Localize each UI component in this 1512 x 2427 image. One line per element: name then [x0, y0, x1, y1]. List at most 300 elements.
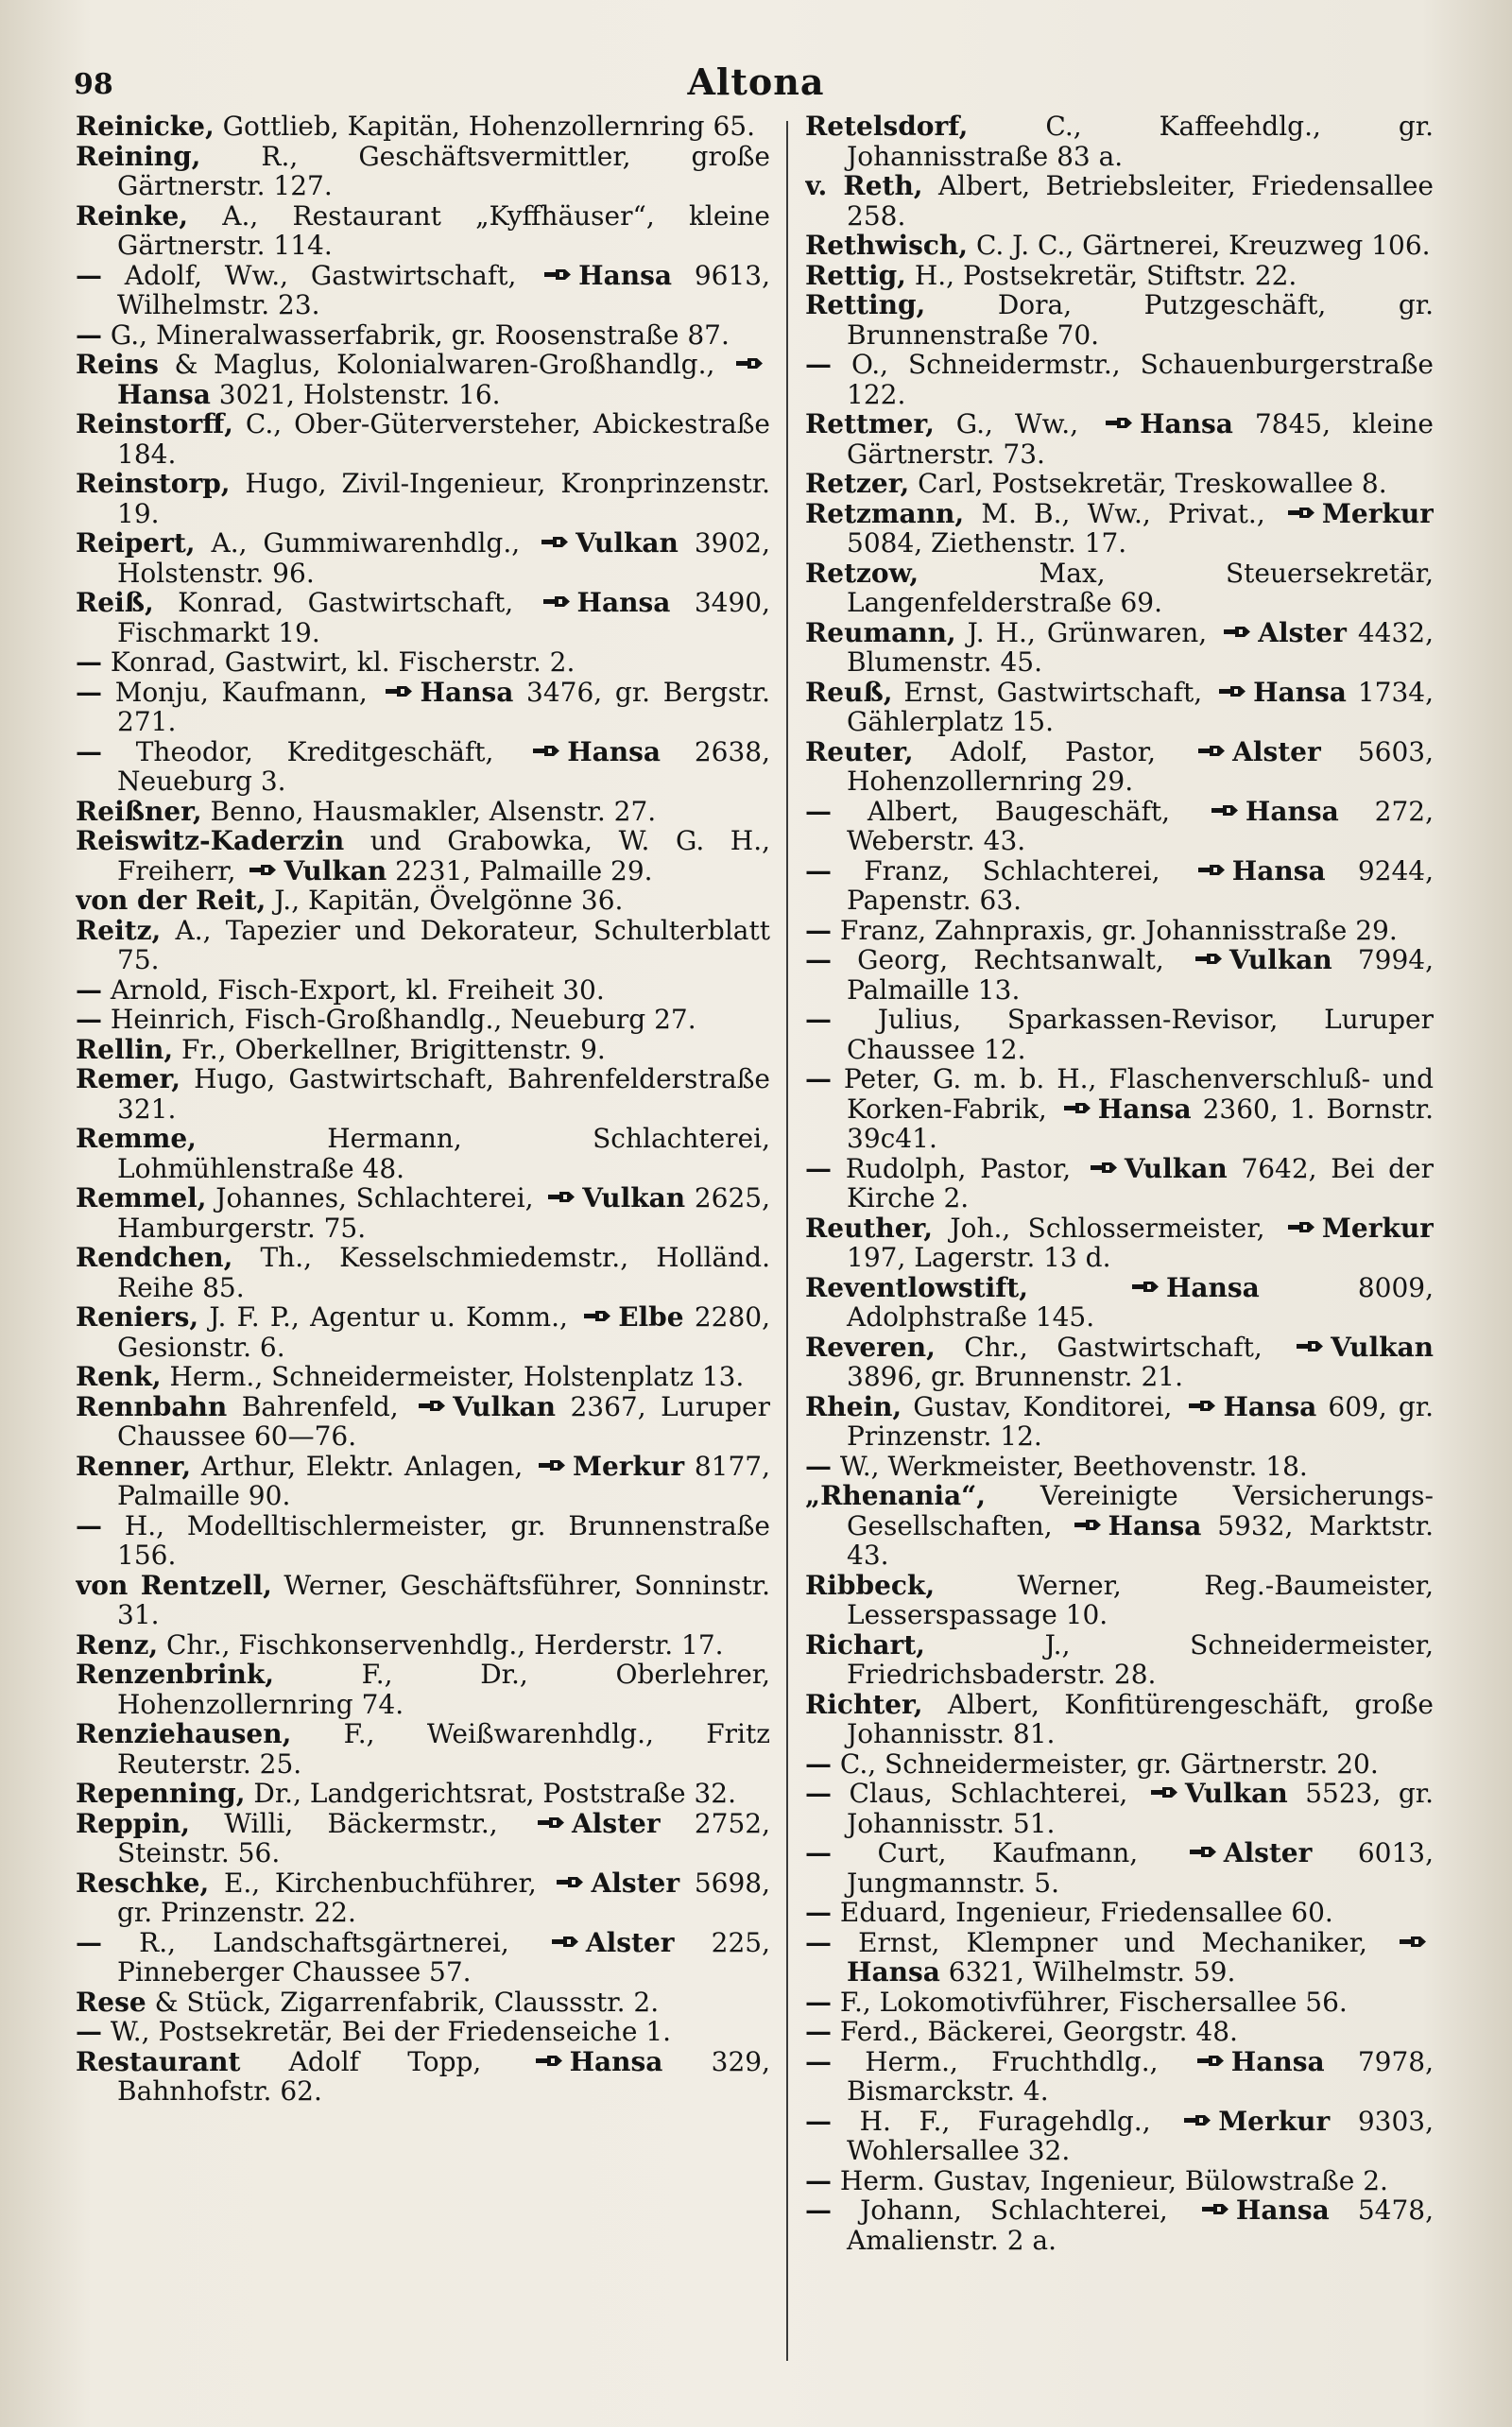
- entry-number-address: 6321, Wilhelmstr. 59.: [939, 1956, 1236, 1988]
- entry-name: Ribbeck,: [805, 1569, 936, 1601]
- entry-name: —: [805, 349, 832, 380]
- entry-details: A., Tapezier und Dekorateur, Schulterblatt 75.: [117, 914, 770, 975]
- entry-name: Renner,: [76, 1450, 192, 1482]
- telephone-icon: [1198, 745, 1227, 757]
- entry-name: Renzenbrink,: [76, 1659, 274, 1690]
- entry-name: —: [805, 914, 832, 946]
- telephone-icon: [386, 685, 414, 697]
- telephone-icon: [1288, 1221, 1316, 1233]
- entry-details: J., Schneidermeister, Friedrichsbaderstr. 28.: [847, 1628, 1434, 1690]
- directory-entry: [76, 1928, 770, 1988]
- directory-entry: [805, 469, 1434, 499]
- entry-number-address: 2638, Neueburg 3.: [117, 735, 770, 797]
- entry-number-address: 3896, gr. Brunnenstr. 21.: [847, 1361, 1184, 1392]
- entry-name: —: [805, 1986, 832, 2018]
- entry-details: C., Ober-Güterversteher, Abickestraße 184.: [117, 408, 770, 470]
- entry-name: Rendchen,: [76, 1242, 233, 1273]
- directory-entry: [805, 2017, 1434, 2047]
- entry-name: Repenning,: [76, 1778, 246, 1809]
- entry-number-address: 2752, Steinstr. 56.: [117, 1807, 770, 1868]
- telephone-icon: [1151, 1786, 1179, 1799]
- entry-number-address: 7845, kleine Gärtnerstr. 73.: [847, 408, 1434, 470]
- entry-details: Franz, Schlachterei,: [832, 854, 1160, 886]
- exchange-name: Vulkan: [576, 527, 679, 559]
- exchange-name: Vulkan: [1228, 944, 1332, 975]
- entry-number-address: 1734, Gählerplatz 15.: [847, 676, 1434, 737]
- telephone-icon: [541, 536, 570, 548]
- entry-name: —: [805, 854, 832, 886]
- exchange-name: Hansa: [578, 259, 673, 291]
- entry-details: & Maglus, Kolonialwaren-Großhandlg.,: [158, 349, 715, 380]
- directory-entry: [76, 469, 770, 528]
- entry-number-address: 3490, Fischmarkt 19.: [117, 587, 770, 648]
- entry-name: —: [76, 676, 102, 708]
- entry-name: Remmel,: [76, 1182, 207, 1214]
- entry-details: Werner, Geschäftsführer, Sonninstr. 31.: [117, 1569, 770, 1630]
- entry-name: —: [805, 2016, 832, 2047]
- entry-number-address: 8009, Adolphstraße 145.: [847, 1271, 1434, 1333]
- entry-name: —: [805, 1897, 832, 1928]
- entry-name: Reniers,: [76, 1301, 199, 1333]
- entry-details: Eduard, Ingenieur, Friedensallee 60.: [832, 1897, 1333, 1928]
- entry-details: Dr., Landgerichtsrat, Poststraße 32.: [245, 1778, 737, 1809]
- entry-number-address: 6013, Jungmannstr. 5.: [847, 1837, 1434, 1899]
- directory-entry: [805, 499, 1434, 559]
- directory-entry: [76, 678, 770, 737]
- exchange-name: Hansa: [1140, 408, 1233, 439]
- entry-name: Reinstorp,: [76, 468, 231, 499]
- directory-entry: [805, 797, 1434, 856]
- telephone-icon: [1202, 2203, 1230, 2215]
- entry-details: A., Gummiwarenhdlg.,: [195, 527, 521, 559]
- entry-name: Reining,: [76, 140, 201, 172]
- telephone-icon: [552, 1936, 580, 1948]
- entry-name: —: [805, 795, 832, 827]
- entry-name: —: [805, 2164, 832, 2196]
- telephone-icon: [1074, 1519, 1103, 1531]
- entry-details: Albert, Betriebsleiter, Friedensallee 258.: [847, 170, 1434, 232]
- directory-entry: [805, 737, 1434, 797]
- entry-number-address: 5523, gr. Johannisstr. 51.: [847, 1778, 1434, 1839]
- exchange-name: Hansa: [569, 2045, 663, 2077]
- entry-details: Dora, Putzgeschäft, gr. Brunnenstraße 70.: [847, 289, 1434, 351]
- directory-entry: [805, 1154, 1434, 1214]
- directory-entry: [805, 1273, 1434, 1333]
- entry-details: Carl, Postsekretär, Treskowallee 8.: [909, 468, 1387, 499]
- entry-name: von Rentzell,: [76, 1569, 272, 1601]
- entry-number-address: 3902, Holstenstr. 96.: [117, 527, 770, 589]
- directory-entry: [76, 1779, 770, 1809]
- entry-details: Johannes, Schlachterei,: [206, 1182, 534, 1214]
- entry-details: Adolf Topp,: [240, 2045, 482, 2077]
- right-column: [805, 112, 1434, 2255]
- entry-name: —: [76, 259, 102, 291]
- directory-entry: [76, 1868, 770, 1928]
- left-column: [76, 112, 770, 2107]
- entry-name: —: [76, 1926, 102, 1958]
- telephone-icon: [1064, 1102, 1092, 1114]
- entry-number-address: 329, Bahnhofstr. 62.: [117, 2045, 770, 2107]
- exchange-name: Merkur: [573, 1450, 685, 1482]
- entry-name: —: [76, 973, 102, 1006]
- entry-number-address: 2367, Luruper Chaussee 60—76.: [117, 1390, 770, 1452]
- entry-name: —: [805, 1837, 832, 1868]
- entry-number-address: 609, gr. Prinzenstr. 12.: [847, 1390, 1434, 1452]
- entry-name: Renk,: [76, 1361, 162, 1392]
- telephone-icon: [1190, 1846, 1218, 1858]
- entry-name: Retzmann,: [805, 497, 965, 529]
- exchange-name: Hansa: [567, 735, 662, 767]
- telephone-icon: [533, 745, 561, 757]
- telephone-icon: [1211, 804, 1240, 817]
- directory-entry: [76, 320, 770, 351]
- entry-name: Rhein,: [805, 1390, 902, 1422]
- entry-details: Werner, Reg.-Baumeister, Lesserspassage 10.: [847, 1569, 1434, 1630]
- entry-name: Reiß,: [76, 587, 154, 618]
- entry-name: —: [805, 1063, 832, 1094]
- entry-details: Th., Kesselschmiedemstr., Holländ. Reihe 85.: [117, 1242, 770, 1303]
- directory-entry: [805, 678, 1434, 737]
- entry-name: Reipert,: [76, 527, 196, 559]
- directory-entry: [805, 261, 1434, 291]
- entry-details: C. J. C., Gärtnerei, Kreuzweg 106.: [968, 230, 1431, 261]
- entry-details: Gottlieb, Kapitän, Hohenzollernring 65.: [214, 112, 755, 142]
- entry-details: E., Kirchenbuchführer,: [209, 1867, 537, 1899]
- entry-number-address: 3476, gr. Bergstr. 271.: [117, 676, 770, 737]
- telephone-icon: [1189, 1400, 1217, 1412]
- exchange-name: Hansa: [420, 676, 514, 708]
- entry-number-address: 3021, Holstenstr. 16.: [210, 378, 501, 410]
- telephone-icon: [1198, 864, 1227, 876]
- exchange-name: Hansa: [1108, 1509, 1202, 1541]
- entry-details: A., Restaurant „Kyffhäuser“, kleine Gärtnerstr. 114.: [117, 199, 770, 261]
- entry-name: Remme,: [76, 1123, 197, 1154]
- directory-entry: [76, 975, 770, 1006]
- exchange-name: Alster: [1258, 616, 1347, 648]
- entry-number-address: 2280, Gesionstr. 6.: [117, 1301, 770, 1363]
- entry-details: Adolf, Ww., Gastwirtschaft,: [102, 259, 517, 291]
- directory-entry: [805, 112, 1434, 171]
- entry-details: Gustav, Konditorei,: [902, 1390, 1173, 1422]
- directory-entry: [76, 261, 770, 320]
- telephone-icon: [539, 1459, 567, 1472]
- exchange-name: Hansa: [1097, 1093, 1192, 1125]
- telephone-icon: [548, 1191, 576, 1203]
- telephone-icon: [584, 1310, 612, 1322]
- entry-name: Retzer,: [805, 468, 910, 499]
- entry-details: Bahrenfeld,: [227, 1390, 399, 1422]
- directory-entry: [76, 201, 770, 261]
- entry-number-address: 9244, Papenstr. 63.: [847, 854, 1434, 916]
- entry-name: —: [805, 944, 832, 975]
- entry-details: Hermann, Schlachterei, Lohmühlenstraße 48.: [117, 1123, 770, 1184]
- telephone-icon: [249, 864, 278, 876]
- entry-details: Konrad, Gastwirtschaft,: [153, 587, 514, 618]
- directory-entry: [76, 647, 770, 678]
- entry-details: Vereinigte Versicherungs-Gesellschaften,: [847, 1480, 1434, 1541]
- entry-details: R., Geschäftsvermittler, große Gärtnerstr. 127.: [117, 140, 770, 201]
- entry-details: Rudolph, Pastor,: [832, 1152, 1072, 1184]
- exchange-name: Hansa: [1253, 676, 1347, 708]
- entry-details: C., Schneidermeister, gr. Gärtnerstr. 20.: [832, 1747, 1379, 1780]
- entry-name: Rellin,: [76, 1033, 174, 1065]
- directory-entry: [76, 528, 770, 588]
- entry-details: G., Mineralwasserfabrik, gr. Roosenstraße 87.: [102, 318, 730, 351]
- directory-entry: [805, 1928, 1434, 1988]
- entry-details: Hugo, Gastwirtschaft, Bahrenfelderstraße 321.: [117, 1063, 770, 1125]
- entry-name: Retelsdorf,: [805, 112, 969, 142]
- exchange-name: Hansa: [117, 378, 211, 410]
- entry-details: Chr., Fischkonservenhdlg., Herderstr. 17.: [158, 1628, 724, 1661]
- directory-entry: [76, 1362, 770, 1392]
- entry-number-address: 197, Lagerstr. 13 d.: [847, 1242, 1111, 1273]
- entry-details: Herm. Gustav, Ingenieur, Bülowstraße 2.: [832, 2164, 1388, 2196]
- entry-name: Rennbahn: [76, 1390, 228, 1422]
- directory-entry: [805, 856, 1434, 916]
- entry-details: Adolf, Pastor,: [913, 735, 1157, 767]
- entry-details: O., Schneidermstr., Schauenburgerstraße 122.: [832, 349, 1434, 410]
- directory-entry: [76, 1005, 770, 1035]
- entry-details: Joh., Schlossermeister,: [933, 1212, 1265, 1244]
- entry-details: und Grabowka, W. G. H., Freiherr,: [117, 825, 770, 886]
- directory-entry: [805, 1779, 1434, 1838]
- directory-entry: [76, 826, 770, 886]
- telephone-icon: [1195, 953, 1224, 965]
- entry-name: —: [805, 1747, 832, 1780]
- directory-entry: [805, 1214, 1434, 1273]
- entry-details: Max, Steuersekretär, Langenfelderstraße 69.: [847, 557, 1434, 618]
- entry-name: —: [76, 646, 102, 678]
- entry-name: Retting,: [805, 289, 926, 320]
- directory-entry: [76, 409, 770, 469]
- directory-entry: [805, 1481, 1434, 1571]
- entry-name: von der Reit,: [76, 885, 266, 916]
- entry-name: —: [805, 2105, 832, 2137]
- entry-details: H., Postsekretär, Stiftstr. 22.: [905, 259, 1297, 291]
- exchange-name: Hansa: [1231, 854, 1326, 886]
- telephone-icon: [1224, 626, 1252, 638]
- directory-entry: [76, 1243, 770, 1302]
- directory-entry: [805, 1749, 1434, 1780]
- entry-details: Claus, Schlachterei,: [832, 1778, 1128, 1809]
- directory-entry: [76, 737, 770, 797]
- exchange-name: Alster: [1232, 735, 1321, 767]
- exchange-name: Hansa: [1235, 2195, 1330, 2226]
- exchange-name: Hansa: [1223, 1390, 1317, 1422]
- directory-entry: [805, 1392, 1434, 1452]
- entry-details: C., Kaffeehdlg., gr. Johannisstraße 83 a.: [847, 112, 1434, 172]
- entry-name: Reppin,: [76, 1807, 190, 1839]
- directory-entry: [76, 2047, 770, 2107]
- entry-name: —: [805, 1152, 832, 1184]
- entry-number-address: 7994, Palmaille 13.: [847, 944, 1434, 1006]
- entry-name: —: [805, 1450, 832, 1482]
- directory-entry: [805, 1630, 1434, 1690]
- entry-name: Reitz,: [76, 914, 162, 946]
- entry-name: Reveren,: [805, 1331, 936, 1363]
- directory-entry: [805, 1898, 1434, 1928]
- exchange-name: Alster: [1223, 1837, 1313, 1868]
- entry-name: —: [76, 2016, 102, 2047]
- entry-details: J. H., Grünwaren,: [955, 616, 1208, 648]
- directory-entry: [76, 1124, 770, 1183]
- entry-details: Herm., Schneidermeister, Holstenplatz 13.: [161, 1361, 745, 1392]
- directory-entry: [76, 916, 770, 975]
- exchange-name: Merkur: [1321, 497, 1434, 529]
- entry-details: Willi, Bäckermstr.,: [189, 1807, 498, 1839]
- directory-entry: [76, 588, 770, 647]
- exchange-name: Vulkan: [1331, 1331, 1434, 1363]
- directory-entry: [805, 1988, 1434, 2018]
- exchange-name: Alster: [585, 1926, 675, 1958]
- entry-number-address: 5932, Marktstr. 43.: [847, 1509, 1434, 1571]
- directory-entry: [76, 1988, 770, 2018]
- entry-name: Reumann,: [805, 616, 956, 648]
- entry-number-address: 2231, Palmaille 29.: [387, 854, 653, 886]
- directory-entry: [76, 1511, 770, 1571]
- telephone-icon: [1197, 2055, 1226, 2067]
- entry-name: Rettig,: [805, 259, 906, 291]
- entry-name: Reinstorff,: [76, 408, 233, 439]
- directory-entry: [805, 945, 1434, 1005]
- telephone-icon: [1106, 417, 1134, 429]
- directory-entry: [76, 1809, 770, 1868]
- entry-name: Reventlowstift,: [805, 1271, 1028, 1303]
- entry-details: Herm., Fruchthdlg.,: [832, 2045, 1159, 2077]
- directory-entry: [76, 1035, 770, 1065]
- entry-name: Reinke,: [76, 199, 189, 232]
- entry-name: Remer,: [76, 1063, 180, 1094]
- entry-details: Ernst, Klempner und Mechaniker,: [832, 1926, 1367, 1958]
- telephone-icon: [1288, 507, 1316, 519]
- directory-entry: [805, 290, 1434, 350]
- directory-entry: [805, 2107, 1434, 2166]
- exchange-name: Hansa: [1165, 1271, 1260, 1303]
- entry-number-address: 8177, Palmaille 90.: [117, 1450, 770, 1511]
- entry-details: Ferd., Bäckerei, Georgstr. 48.: [832, 2016, 1238, 2047]
- telephone-icon: [1184, 2114, 1212, 2126]
- telephone-icon: [736, 357, 765, 370]
- entry-number-address: 5084, Ziethenstr. 17.: [847, 527, 1127, 559]
- entry-name: Rese: [76, 1986, 146, 2018]
- entry-number-address: 2360, 1. Bornstr. 39c41.: [847, 1093, 1434, 1154]
- entry-name: —: [805, 2045, 832, 2077]
- entry-number-address: 2625, Hamburgerstr. 75.: [117, 1182, 770, 1244]
- directory-entry: [805, 1005, 1434, 1064]
- entry-number-address: 4432, Blumenstr. 45.: [847, 616, 1434, 678]
- entry-name: Reiswitz-Kaderzin: [76, 825, 345, 856]
- entry-name: Retzow,: [805, 557, 919, 589]
- exchange-name: Vulkan: [453, 1390, 556, 1422]
- entry-details: Curt, Kaufmann,: [832, 1837, 1139, 1868]
- directory-entry: [76, 350, 770, 409]
- entry-details: Albert, Konfitürengeschäft, große Johannisstr. 81.: [847, 1688, 1434, 1749]
- exchange-name: Alster: [571, 1807, 661, 1839]
- directory-entry: [76, 1660, 770, 1719]
- entry-number-address: 225, Pinneberger Chaussee 57.: [117, 1926, 770, 1988]
- entry-name: Reschke,: [76, 1867, 210, 1899]
- directory-entry: [76, 142, 770, 201]
- telephone-icon: [1091, 1162, 1119, 1174]
- exchange-name: Hansa: [576, 587, 671, 618]
- exchange-name: Vulkan: [284, 854, 387, 886]
- entry-details: Fr., Oberkellner, Brigittenstr. 9.: [173, 1033, 606, 1065]
- directory-entry: [805, 916, 1434, 946]
- directory-entry: [805, 1690, 1434, 1749]
- directory-entry: [805, 1064, 1434, 1154]
- entry-details: H. F., Furagehdlg.,: [832, 2105, 1151, 2137]
- directory-entry: [76, 1392, 770, 1452]
- exchange-name: Vulkan: [1184, 1778, 1288, 1809]
- entry-details: F., Lokomotivführer, Fischersallee 56.: [832, 1986, 1348, 2018]
- directory-entry: [805, 231, 1434, 261]
- directory-entry: [76, 1183, 770, 1243]
- directory-entry: [805, 350, 1434, 409]
- entry-details: Heinrich, Fisch-Großhandlg., Neueburg 27.: [102, 1004, 696, 1035]
- entry-details: F., Weißwarenhdlg., Fritz Reuterstr. 25.: [117, 1718, 770, 1780]
- entry-number-address: 272, Weberstr. 43.: [847, 795, 1434, 856]
- entry-details: Arthur, Elektr. Anlagen,: [191, 1450, 524, 1482]
- exchange-name: Alster: [591, 1867, 680, 1899]
- entry-name: Reuter,: [805, 735, 914, 767]
- entry-details: R., Landschaftsgärtnerei,: [102, 1926, 509, 1958]
- entry-name: —: [76, 1004, 102, 1035]
- entry-details: Chr., Gastwirtschaft,: [935, 1331, 1263, 1363]
- entry-number-address: 7978, Bismarckstr. 4.: [847, 2045, 1434, 2107]
- directory-entry: [76, 112, 770, 142]
- directory-entry: [805, 559, 1434, 618]
- directory-entry: [76, 2017, 770, 2047]
- telephone-icon: [1132, 1281, 1160, 1293]
- entry-details: Konrad, Gastwirt, kl. Fischerstr. 2.: [102, 646, 576, 678]
- directory-entry: [805, 1838, 1434, 1898]
- entry-details: M. B., Ww., Privat.,: [964, 497, 1265, 529]
- entry-name: Rettmer,: [805, 408, 935, 439]
- entry-name: Renziehausen,: [76, 1718, 292, 1749]
- directory-entry: [805, 2047, 1434, 2107]
- entry-name: —: [805, 1926, 832, 1958]
- directory-entry: [76, 1064, 770, 1124]
- directory-entry: [805, 2195, 1434, 2255]
- entry-details: H., Modelltischlermeister, gr. Brunnenstraße 156.: [102, 1509, 770, 1571]
- directory-entry: [805, 2166, 1434, 2196]
- entry-name: Richter,: [805, 1688, 923, 1720]
- directory-entry: [76, 1302, 770, 1362]
- entry-details: Theodor, Kreditgeschäft,: [102, 735, 494, 767]
- entry-details: J., Kapitän, Övelgönne 36.: [266, 885, 624, 916]
- exchange-name: Hansa: [1230, 2045, 1325, 2077]
- directory-entry: [76, 1571, 770, 1630]
- entry-name: „Rhenania“,: [805, 1480, 987, 1511]
- page-number: 98: [74, 68, 113, 101]
- entry-number-address: 9303, Wohlersallee 32.: [847, 2105, 1434, 2166]
- entry-name: Reinicke,: [76, 112, 215, 142]
- telephone-icon: [543, 595, 572, 608]
- telephone-icon: [538, 1816, 566, 1829]
- entry-details: & Stück, Zigarrenfabrik, Claussstr. 2.: [146, 1986, 660, 2018]
- entry-name: —: [76, 318, 102, 351]
- entry-details: J. F. P., Agentur u. Komm.,: [198, 1301, 568, 1333]
- directory-entry: [805, 1452, 1434, 1482]
- entry-details: W., Werkmeister, Beethovenstr. 18.: [832, 1450, 1308, 1482]
- entry-name: —: [805, 2195, 832, 2226]
- exchange-name: Merkur: [1218, 2105, 1331, 2137]
- entry-name: Restaurant: [76, 2045, 241, 2077]
- telephone-icon: [1219, 685, 1247, 697]
- entry-name: —: [805, 1778, 832, 1809]
- entry-name: Richart,: [805, 1628, 925, 1661]
- column-divider: [786, 121, 788, 2361]
